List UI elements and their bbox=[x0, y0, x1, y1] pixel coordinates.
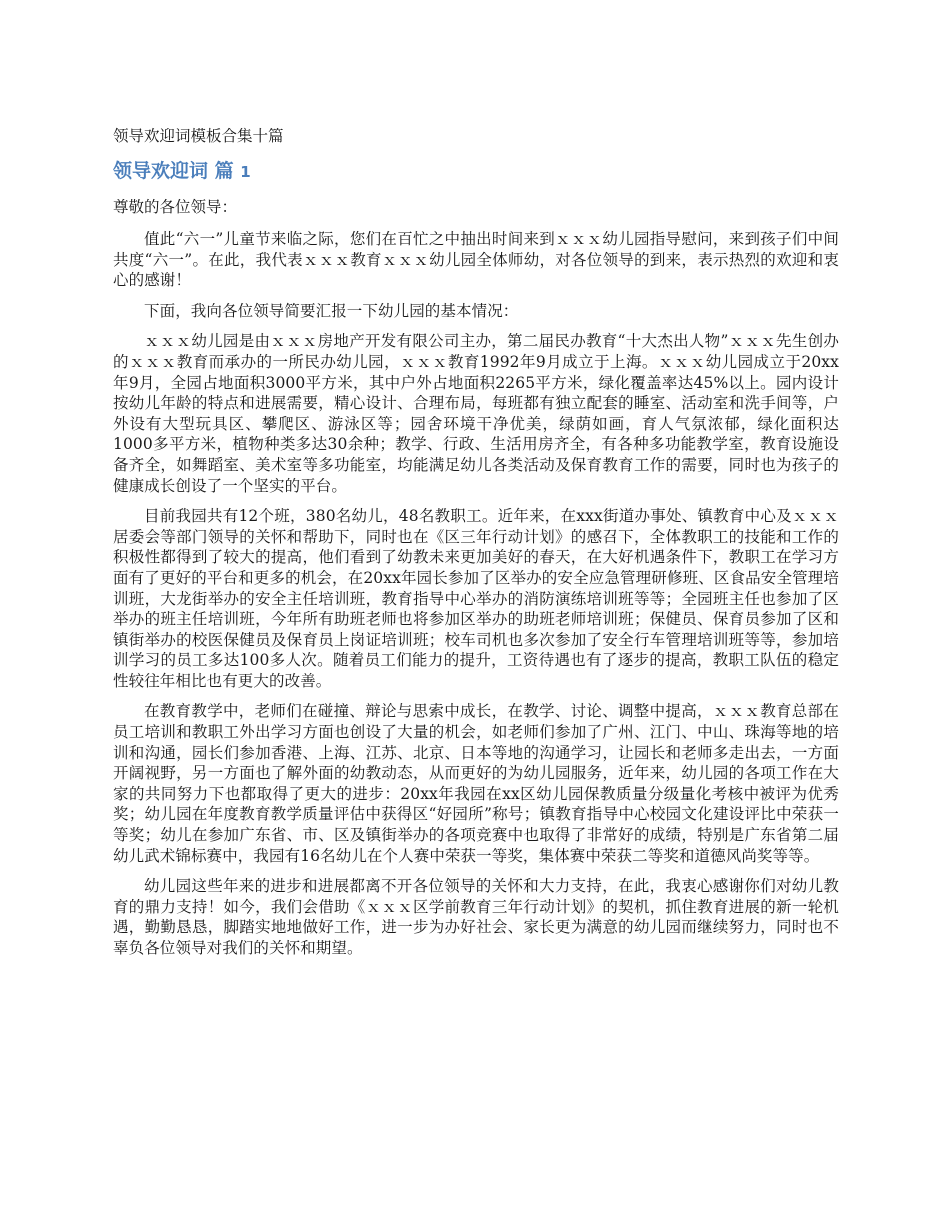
paragraph-staff-training: 目前我园共有12个班，380名幼儿，48名教职工。近年来，在xxx街道办事处、镇教育中心及ｘｘｘ居委会等部门领导的关怀和帮助下，同时也在《区三年行动计划》的感召下，全体教职工的技能和工作的积极性都得到了较大的提高，他们看到了幼教未来更加美好的春天，在大好机遇条件下，教职工在学习方面有了更好的平台和更多的机会，在20xx年园长参加了区举办的安全应急管理研修班、区食品安全管理培训班，大龙街举办的安全主任培训班，教育指导中心举办的消防演练培训班等等；全园班主任也参加了区举办的班主任培训班，今年所有助班老师也将参加区举办的助班老师培训班；保健员、保育员参加了区和镇街举办的校医保健员及保育员上岗证培训班；校车司机也多次参加了安全行车管理培训班等等，参加培训学习的员工多达100多人次。随着员工们能力的提升，工资待遇也有了逐步的提高，教职工队伍的稳定性较往年相比也有更大的改善。 bbox=[113, 507, 839, 690]
section-heading-text: 领导欢迎词 篇 bbox=[113, 160, 234, 182]
paragraph-kindergarten-overview: ｘｘｘ幼儿园是由ｘｘｘ房地产开发有限公司主办，第二届民办教育“十大杰出人物”ｘｘｘ先生创办的ｘｘｘ教育而承办的一所民办幼儿园，ｘｘｘ教育1992年9月成立于上海。ｘｘｘ幼儿园成立于20xx年9月，全园占地面积3000平方米，其中户外占地面积2265平方米，绿化覆盖率达45%以上。园内设计按幼儿年龄的特点和进展需要，精心设计、合理布局，每班都有独立配套的睡室、活动室和洗手间等，户外设有大型玩具区、攀爬区、游泳区等；园舍环境干净优美，绿荫如画，育人气氛浓郁，绿化面积达1000多平方米，植物种类多达30余种；教学、行政、生活用房齐全，有各种多功能教学室，教育设施设备齐全，如舞蹈室、美术室等多功能室，均能满足幼儿各类活动及保育教育工作的需要，同时也为孩子的健康成长创设了一个坚实的平台。 bbox=[113, 332, 839, 495]
paragraph-intro: 下面，我向各位领导简要汇报一下幼儿园的基本情况： bbox=[144, 301, 519, 320]
paragraph-welcome: 值此“六一”儿童节来临之际，您们在百忙之中抽出时间来到ｘｘｘ幼儿园指导慰问，来到孩子们中间共度“六一”。在此，我代表ｘｘｘ教育ｘｘｘ幼儿园全体师幼，对各位领导的到来，表示热烈的欢迎和衷心的感谢！ bbox=[113, 230, 839, 290]
section-heading-number: 1 bbox=[240, 163, 251, 181]
section-heading bbox=[113, 157, 839, 186]
paragraph-closing: 幼儿园这些年来的进步和进展都离不开各位领导的关怀和大力支持，在此，我衷心感谢你们对幼儿教育的鼎力支持！如今，我们会借助《ｘｘｘ区学前教育三年行动计划》的契机，抓住教育进展的新一轮机遇，勤勤恳恳，脚踏实地地做好工作，进一步为办好社会、家长更为满意的幼儿园而继续努力，同时也不辜负各位领导对我们的关怀和期望。 bbox=[113, 877, 839, 957]
document-page bbox=[113, 124, 839, 969]
paragraph-achievements: 在教育教学中，老师们在碰撞、辩论与思索中成长，在教学、讨论、调整中提高，ｘｘｘ教育总部在员工培训和教职工外出学习方面也创设了大量的机会，如老师们参加了广州、江门、中山、珠海等地的培训和沟通，园长们参加香港、上海、江苏、北京、日本等地的沟通学习，让园长和老师多走出去，一方面开阔视野，另一方面也了解外面的幼教动态，从而更好的为幼儿园服务，近年来，幼儿园的各项工作在大家的共同努力下也都取得了更大的进步：20xx年我园在xx区幼儿园保教质量分级量化考核中被评为优秀奖；幼儿园在年度教育教学质量评估中获得区“好园所”称号；镇教育指导中心校园文化建设评比中荣获一等奖；幼儿在参加广东省、市、区及镇街举办的各项竞赛中也取得了非常好的成绩，特别是广东省第二届幼儿武术锦标赛中，我园有16名幼儿在个人赛中荣获一等奖，集体赛中荣获二等奖和道德风尚奖等等。 bbox=[113, 702, 839, 865]
greeting: 尊敬的各位领导： bbox=[113, 198, 238, 216]
document-title: 领导欢迎词模板合集十篇 bbox=[113, 127, 284, 145]
